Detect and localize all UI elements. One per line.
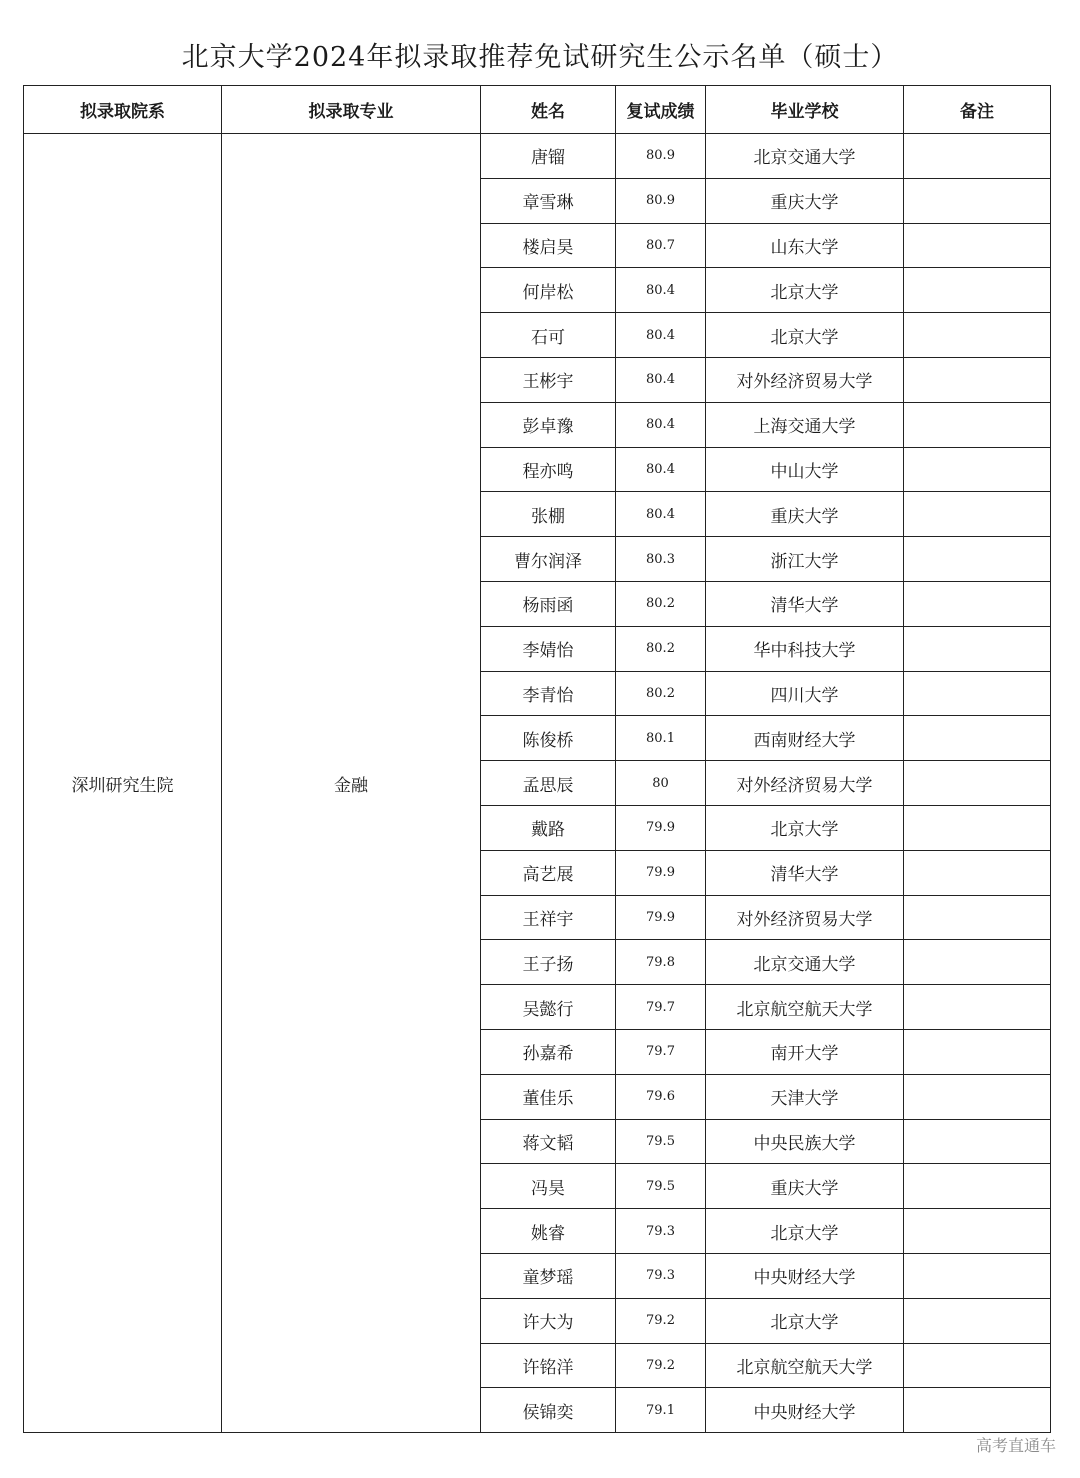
score-cell: 79.9 (616, 805, 706, 850)
name-cell: 童梦瑶 (481, 1253, 616, 1298)
name-cell: 石可 (481, 313, 616, 358)
note-cell (904, 716, 1051, 761)
school-cell: 重庆大学 (706, 492, 904, 537)
school-cell: 重庆大学 (706, 178, 904, 223)
score-cell: 80.1 (616, 716, 706, 761)
note-cell (904, 1119, 1051, 1164)
header-note: 备注 (904, 86, 1051, 134)
note-cell (904, 313, 1051, 358)
note-cell (904, 1164, 1051, 1209)
school-cell: 对外经济贸易大学 (706, 761, 904, 806)
note-cell (904, 178, 1051, 223)
school-cell: 北京大学 (706, 1209, 904, 1254)
score-cell: 80.2 (616, 581, 706, 626)
name-cell: 蒋文韬 (481, 1119, 616, 1164)
school-cell: 重庆大学 (706, 1164, 904, 1209)
page-title: 北京大学2024年拟录取推荐免试研究生公示名单（硕士） (181, 42, 899, 73)
name-cell: 曹尔润泽 (481, 537, 616, 582)
school-cell: 天津大学 (706, 1074, 904, 1119)
note-cell (904, 1388, 1051, 1433)
note-cell (904, 1209, 1051, 1254)
note-cell (904, 1343, 1051, 1388)
note-cell (904, 850, 1051, 895)
score-cell: 80.2 (616, 671, 706, 716)
note-cell (904, 805, 1051, 850)
score-cell: 80.7 (616, 223, 706, 268)
note-cell (904, 223, 1051, 268)
name-cell: 杨雨函 (481, 581, 616, 626)
school-cell: 清华大学 (706, 850, 904, 895)
name-cell: 许铭洋 (481, 1343, 616, 1388)
note-cell (904, 940, 1051, 985)
school-cell: 北京航空航天大学 (706, 985, 904, 1030)
score-cell: 79.9 (616, 850, 706, 895)
school-cell: 西南财经大学 (706, 716, 904, 761)
score-cell: 80.9 (616, 178, 706, 223)
table-row (24, 134, 1051, 179)
note-cell (904, 492, 1051, 537)
score-cell: 80.2 (616, 626, 706, 671)
score-cell: 79.2 (616, 1298, 706, 1343)
score-cell: 80.4 (616, 268, 706, 313)
header-school: 毕业学校 (706, 86, 904, 134)
note-cell (904, 895, 1051, 940)
note-cell (904, 134, 1051, 179)
score-cell: 79.7 (616, 1029, 706, 1074)
score-cell: 79.6 (616, 1074, 706, 1119)
score-cell: 79.7 (616, 985, 706, 1030)
school-cell: 北京大学 (706, 805, 904, 850)
name-cell: 王子扬 (481, 940, 616, 985)
score-cell: 79.5 (616, 1164, 706, 1209)
table-header-row (24, 86, 1051, 134)
header-major: 拟录取专业 (222, 86, 481, 134)
name-cell: 李青怡 (481, 671, 616, 716)
note-cell (904, 761, 1051, 806)
school-cell: 华中科技大学 (706, 626, 904, 671)
score-cell: 80 (616, 761, 706, 806)
note-cell (904, 671, 1051, 716)
note-cell (904, 1298, 1051, 1343)
name-cell: 程亦鸣 (481, 447, 616, 492)
score-cell: 79.1 (616, 1388, 706, 1433)
note-cell (904, 357, 1051, 402)
school-cell: 山东大学 (706, 223, 904, 268)
score-cell: 79.8 (616, 940, 706, 985)
school-cell: 北京大学 (706, 268, 904, 313)
name-cell: 姚睿 (481, 1209, 616, 1254)
school-cell: 上海交通大学 (706, 402, 904, 447)
school-cell: 南开大学 (706, 1029, 904, 1074)
score-cell: 80.4 (616, 447, 706, 492)
major-cell: 金融 (222, 134, 481, 1433)
header-dept: 拟录取院系 (24, 86, 222, 134)
name-cell: 许大为 (481, 1298, 616, 1343)
name-cell: 何岸松 (481, 268, 616, 313)
name-cell: 侯锦奕 (481, 1388, 616, 1433)
name-cell: 陈俊桥 (481, 716, 616, 761)
score-cell: 80.9 (616, 134, 706, 179)
note-cell (904, 1074, 1051, 1119)
name-cell: 高艺展 (481, 850, 616, 895)
name-cell: 李婧怡 (481, 626, 616, 671)
name-cell: 吴懿行 (481, 985, 616, 1030)
watermark: 高考直通车 (975, 1436, 1056, 1455)
score-cell: 79.9 (616, 895, 706, 940)
name-cell: 孟思辰 (481, 761, 616, 806)
name-cell: 王彬宇 (481, 357, 616, 402)
name-cell: 孙嘉希 (481, 1029, 616, 1074)
name-cell: 楼启昊 (481, 223, 616, 268)
score-cell: 80.3 (616, 537, 706, 582)
note-cell (904, 985, 1051, 1030)
score-cell: 80.4 (616, 402, 706, 447)
school-cell: 中央财经大学 (706, 1253, 904, 1298)
score-cell: 79.5 (616, 1119, 706, 1164)
name-cell: 唐镏 (481, 134, 616, 179)
dept-cell: 深圳研究生院 (24, 134, 222, 1433)
school-cell: 中央民族大学 (706, 1119, 904, 1164)
score-cell: 79.2 (616, 1343, 706, 1388)
note-cell (904, 626, 1051, 671)
score-cell: 80.4 (616, 313, 706, 358)
school-cell: 北京交通大学 (706, 940, 904, 985)
school-cell: 对外经济贸易大学 (706, 895, 904, 940)
school-cell: 北京航空航天大学 (706, 1343, 904, 1388)
school-cell: 北京大学 (706, 313, 904, 358)
name-cell: 彭卓豫 (481, 402, 616, 447)
name-cell: 冯昊 (481, 1164, 616, 1209)
name-cell: 章雪琳 (481, 178, 616, 223)
note-cell (904, 402, 1051, 447)
school-cell: 浙江大学 (706, 537, 904, 582)
note-cell (904, 1253, 1051, 1298)
school-cell: 北京大学 (706, 1298, 904, 1343)
name-cell: 王祥宇 (481, 895, 616, 940)
note-cell (904, 268, 1051, 313)
note-cell (904, 1029, 1051, 1074)
note-cell (904, 447, 1051, 492)
score-cell: 79.3 (616, 1209, 706, 1254)
name-cell: 董佳乐 (481, 1074, 616, 1119)
name-cell: 戴路 (481, 805, 616, 850)
score-cell: 80.4 (616, 357, 706, 402)
school-cell: 中山大学 (706, 447, 904, 492)
school-cell: 对外经济贸易大学 (706, 357, 904, 402)
name-cell: 张棚 (481, 492, 616, 537)
school-cell: 中央财经大学 (706, 1388, 904, 1433)
admission-table (23, 85, 1051, 1433)
school-cell: 四川大学 (706, 671, 904, 716)
header-name: 姓名 (481, 86, 616, 134)
school-cell: 清华大学 (706, 581, 904, 626)
header-score: 复试成绩 (616, 86, 706, 134)
school-cell: 北京交通大学 (706, 134, 904, 179)
note-cell (904, 581, 1051, 626)
score-cell: 79.3 (616, 1253, 706, 1298)
score-cell: 80.4 (616, 492, 706, 537)
note-cell (904, 537, 1051, 582)
